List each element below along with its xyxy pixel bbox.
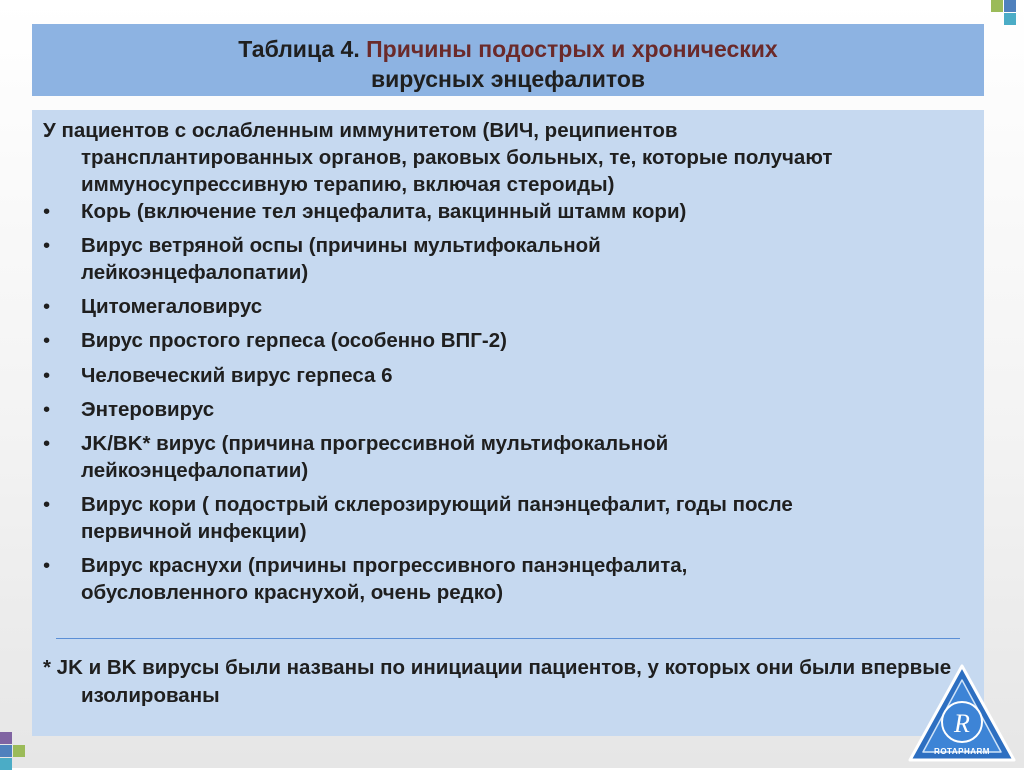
bullet-icon: •: [43, 364, 51, 387]
logo-monogram: R: [954, 709, 970, 738]
list-item-text: Человеческий вирус герпеса 6: [81, 364, 393, 387]
bullet-icon: •: [43, 329, 51, 352]
bullet-icon: •: [43, 398, 51, 421]
footnote-line-2: были впервые изолированы: [81, 656, 952, 707]
bullet-icon: •: [43, 554, 51, 577]
list-item: [43, 198, 943, 225]
list-item: [43, 362, 943, 389]
list-item: [43, 491, 943, 545]
intro-text: У пациентов с ослабленным иммунитетом (ВИЧ, реципиентов трансплантированных органов, раковых больных, те, которые получают иммуносупрессивную терапию, включая стероиды): [43, 119, 833, 196]
list-item-text: Цитомегаловирус: [81, 295, 263, 318]
list-item-text: лейкоэнцефалопатии): [81, 459, 309, 482]
bullet-icon: •: [43, 295, 51, 318]
logo-text: ROTAPHARM: [934, 747, 990, 756]
list-item: [43, 232, 943, 286]
slide-title-line-1: [32, 34, 984, 64]
list-item-text: Энтеровирус: [81, 398, 215, 421]
list-item: [43, 327, 943, 354]
content-panel: [32, 110, 984, 736]
slide-title-line-2: вирусных энцефалитов: [370, 66, 646, 92]
corner-decoration-square: [1004, 13, 1016, 25]
list-item-text: JK/BK* вирус (причина прогрессивной мультифокальной: [81, 432, 669, 455]
list-item-text: лейкоэнцефалопатии): [81, 261, 309, 284]
list-item-text: Вирус простого герпеса (особенно ВПГ-2): [81, 329, 507, 352]
corner-decoration-square: [0, 732, 12, 744]
list-item-text: Вирус краснухи (причины прогрессивного панэнцефалита,: [81, 554, 688, 577]
corner-decoration-square: [991, 0, 1003, 12]
list-item-text: первичной инфекции): [81, 520, 307, 543]
list-item: [43, 293, 943, 320]
list-item-text: Вирус ветряной оспы (причины мультифокальной: [81, 234, 601, 257]
rotapharm-logo: [906, 662, 1018, 766]
footnote-line-1: * JK и BK вирусы были названы по инициации пациентов, у которых они: [43, 656, 794, 679]
divider-line: [56, 638, 960, 639]
corner-decoration-square: [1004, 0, 1016, 12]
title-text: Причины подострых и хронических: [366, 36, 778, 62]
slide-title-box: [32, 24, 984, 96]
list-item-text: Корь (включение тел энцефалита, вакцинный штамм кори): [81, 200, 687, 223]
list-item-text: Вирус кори ( подострый склерозирующий панэнцефалит, годы после: [81, 493, 793, 516]
corner-decoration-square: [13, 745, 25, 757]
corner-decoration-square: [0, 745, 12, 757]
list-item-text: обусловленного краснухой, очень редко): [81, 581, 504, 604]
list-item: [43, 430, 943, 484]
corner-decoration-square: [0, 758, 12, 770]
bullet-icon: •: [43, 200, 51, 223]
table-number: Таблица 4.: [238, 36, 360, 62]
bullet-icon: •: [43, 234, 51, 257]
list-item: [43, 552, 943, 606]
bullet-icon: •: [43, 493, 51, 516]
list-item: [43, 396, 943, 423]
footnote: [43, 654, 981, 710]
bullet-icon: •: [43, 432, 51, 455]
